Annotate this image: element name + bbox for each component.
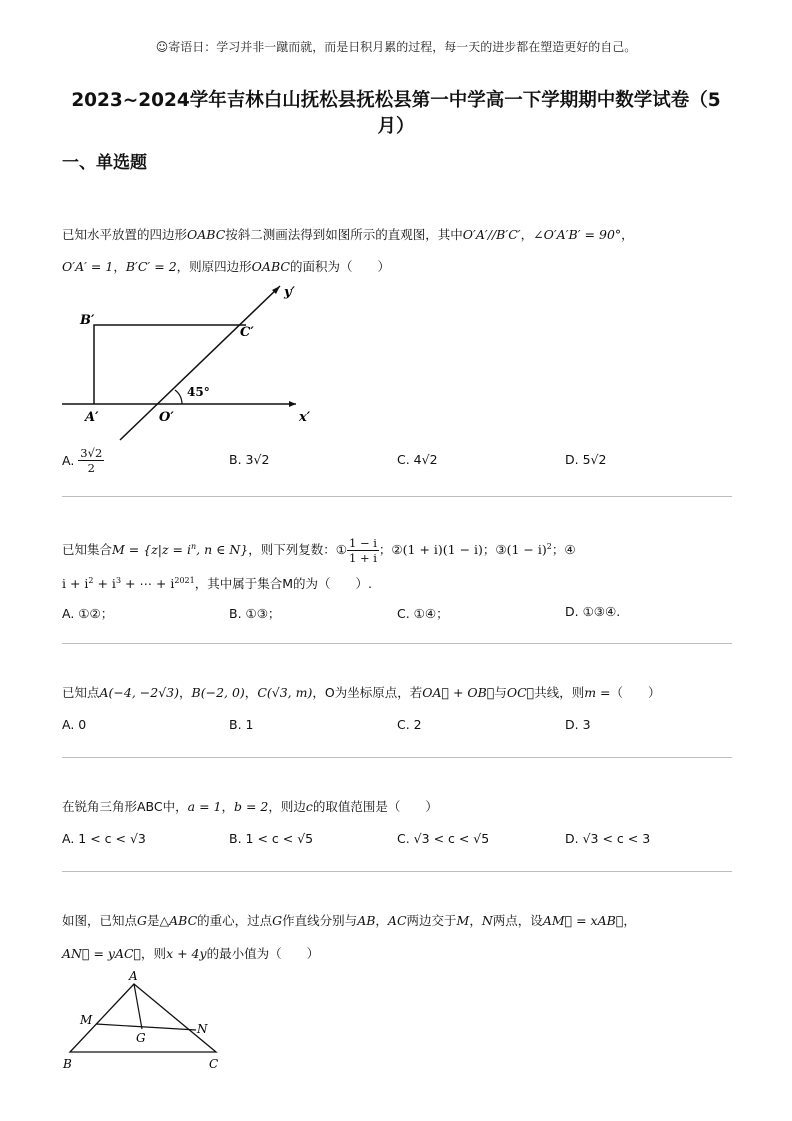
q2-option-a[interactable]: A. ①②； [62, 606, 114, 621]
q2-option-b[interactable]: B. ①③； [229, 606, 281, 621]
label-b: B [63, 1057, 72, 1071]
q1-option-d[interactable]: D. 5√2 [565, 452, 607, 467]
q1-line1: 已知水平放置的四边形OABC按斜二测画法得到如图所示的直观图，其中O′A′//B′C′，∠O′A′B′ = 90°， [62, 227, 634, 242]
label-a: A [129, 969, 138, 983]
q3-option-d[interactable]: D. 3 [565, 717, 591, 732]
label-x: x′ [299, 410, 311, 425]
label-a: A′ [85, 410, 99, 425]
line-mn [96, 1024, 196, 1030]
q3-line1: 已知点A(−4, −2√3)，B(−2, 0)，C(√3, m)，O为坐标原点，若OA⃗ + OB⃗与OC⃗共线，则m =（ ） [62, 685, 661, 700]
q2-option-d[interactable]: D. ①③④. [565, 604, 621, 619]
q4-option-a[interactable]: A. 1 < c < √3 [62, 831, 146, 846]
label-o: O′ [159, 410, 174, 425]
label-b: B′ [80, 313, 95, 328]
q3-option-a[interactable]: A. 0 [62, 717, 87, 732]
q3-option-c[interactable]: C. 2 [397, 717, 422, 732]
y-axis-line [120, 286, 280, 440]
q1-line2: O′A′ = 1，B′C′ = 2，则原四边形OABC的面积为（ ） [62, 259, 390, 274]
q1-figure [58, 280, 328, 445]
x-axis-arrow [289, 401, 296, 407]
q2-line1: 已知集合$M = \{z|z = i^n$, n ∈ N}，则下列复数：① $\frac{1 - i}{1 + i}$ ；②(1 + i)(1 − i)；③(1 − i)$^2$；④ [62, 536, 576, 566]
q4-option-b[interactable]: B. 1 < c < √5 [229, 831, 314, 846]
q5-line2: AN⃗ = yAC⃗，则x + 4y的最小值为（ ） [62, 946, 320, 961]
q1-option-c[interactable]: C. 4√2 [397, 452, 438, 467]
q3-option-b[interactable]: B. 1 [229, 717, 254, 732]
median-line [134, 984, 142, 1029]
exam-title [50, 88, 742, 140]
q1-option-b[interactable]: B. 3√2 [229, 452, 270, 467]
motto-text: ☺寄语日：学习并非一蹴而就，而是日积月累的过程，每一天的进步都在塑造更好的自己。 [155, 40, 637, 54]
label-m: M [80, 1013, 93, 1027]
divider [62, 757, 732, 758]
q2-line2: $i + i^2 + i^3$ + ⋯ + $i^{2021}$，其中属于集合M的为（ ）. [62, 576, 372, 592]
divider [62, 643, 732, 644]
q4-option-c[interactable]: C. √3 < c < √5 [397, 831, 490, 846]
section-title: 一、单选题 [62, 153, 147, 173]
label-c: C′ [240, 325, 254, 340]
exam-title-line1: 2023~2024学年吉林白山抚松县抚松县第一中学高一下学期期中数学试卷（5 [71, 90, 721, 111]
label-c: C [209, 1057, 219, 1071]
divider [62, 496, 732, 497]
divider [62, 871, 732, 872]
label-g: G [136, 1031, 146, 1045]
label-angle: 45° [187, 385, 210, 399]
exam-title-line2: 月） [377, 116, 415, 137]
q2-option-c[interactable]: C. ①④； [397, 606, 449, 621]
label-n: N [197, 1022, 208, 1036]
q5-figure [58, 966, 238, 1076]
q4-line1: 在锐角三角形ABC中，a = 1，b = 2，则边c的取值范围是（ ） [62, 799, 438, 814]
q4-option-d[interactable]: D. √3 < c < 3 [565, 831, 651, 846]
label-y: y′ [284, 285, 295, 300]
q1-option-a[interactable]: A. $\frac{3√2}{2}$ [62, 446, 103, 475]
angle-arc [175, 390, 182, 404]
q5-line1: 如图，已知点G是△ABC的重心，过点G作直线分别与AB，AC两边交于M，N两点，设AM⃗ = xAB⃗， [62, 913, 636, 928]
